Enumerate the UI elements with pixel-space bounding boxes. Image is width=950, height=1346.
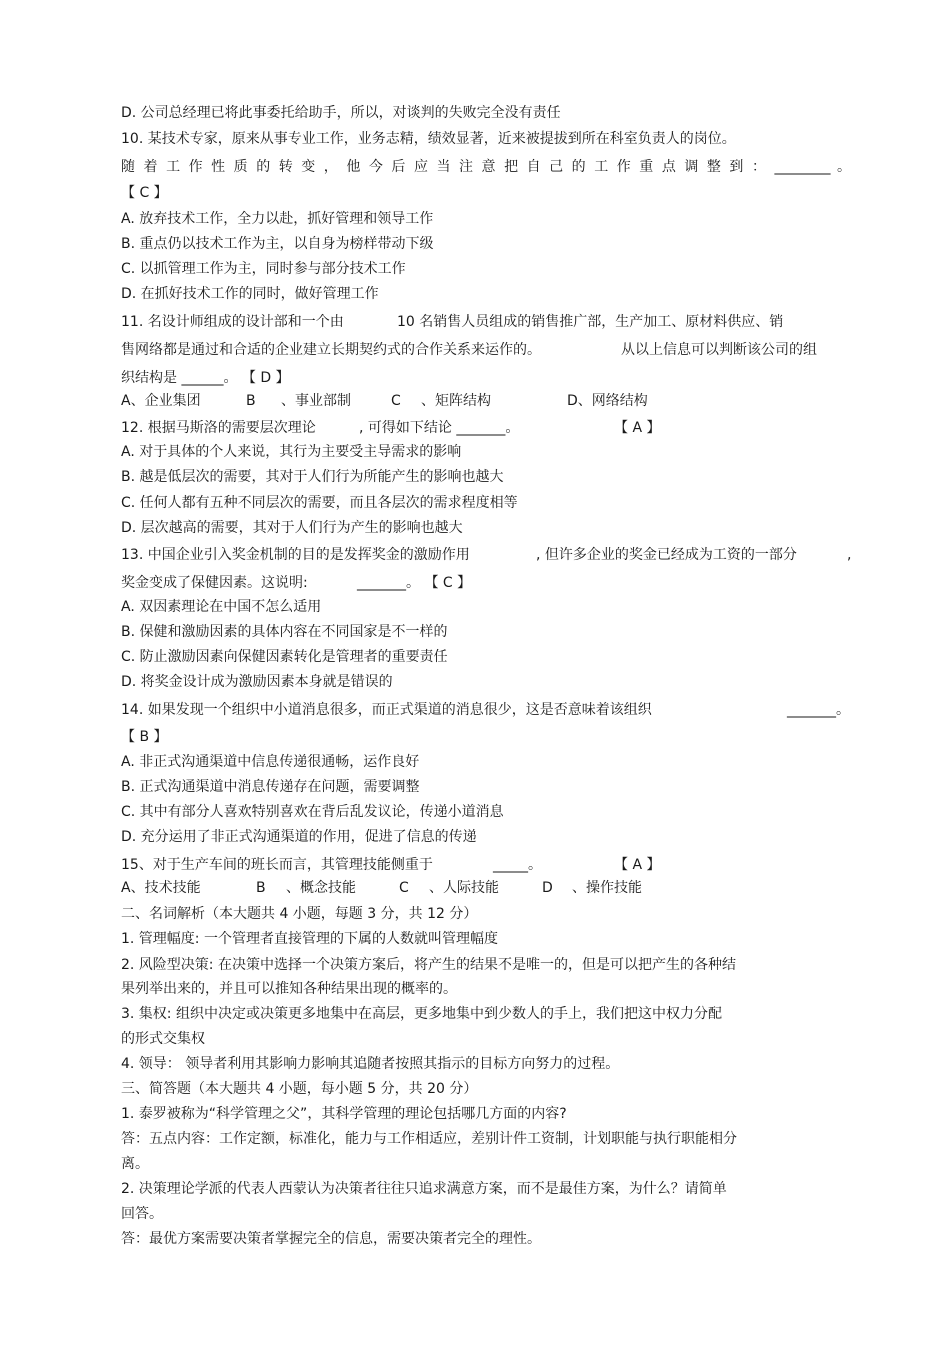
text-segment: D. 在抓好技术工作的同时，做好管理工作 (121, 286, 379, 302)
text-segment: 13. 中国企业引入奖金机制的目的是发挥奖金的激励作用 (121, 547, 470, 563)
text-segment: C. 以抓管理工作为主，同时参与部分技术工作 (121, 261, 406, 277)
text-segment: A、技术技能 (121, 880, 201, 896)
text-segment: 10. 某技术专家，原来从事专业工作，业务志精，绩效显著，近来被提拔到所在科室负责人的岗位。 (121, 131, 736, 147)
text-segment: A. 双因素理论在中国不怎么适用 (121, 599, 322, 615)
text-segment: 随 着 工 作 性 质 的 转 变 ， 他 今 后 应 当 注 意 把 自 己 的 工 作 重 点 调 整 到 ： ________ 。 (121, 159, 851, 175)
text-segment: _______。 【 C 】 (357, 575, 472, 591)
text-segment: A、企业集团 (121, 393, 201, 409)
text-segment: 三、简答题（本大题共 4 小题，每小题 5 分，共 20 分） (121, 1081, 478, 1097)
text-segment: 答：最优方案需要决策者掌握完全的信息，需要决策者完全的理性。 (121, 1231, 541, 1247)
text-segment: C (391, 393, 401, 409)
text-segment: 12. 根据马斯洛的需要层次理论 (121, 420, 316, 436)
text-segment: 从以上信息可以判断该公司的组 (621, 342, 817, 358)
text-segment: 售网络都是通过和合适的企业建立长期契约式的合作关系来运作的。 (121, 342, 541, 358)
text-segment: 【 A 】 (614, 857, 661, 873)
text-segment: C. 其中有部分人喜欢特别喜欢在背后乱发议论，传递小道消息 (121, 804, 504, 820)
text-segment: 11. 名设计师组成的设计部和一个由 (121, 314, 344, 330)
text-segment: B (246, 393, 256, 409)
text-segment: 2. 决策理论学派的代表人西蒙认为决策者往往只追求满意方案，而不是最佳方案，为什么？请简单 (121, 1181, 727, 1197)
text-segment: 、操作技能 (572, 880, 642, 896)
text-segment: 3. 集权: 组织中决定或决策更多地集中在高层，更多地集中到少数人的手上，我们把这中权力分配 (121, 1006, 722, 1022)
text-segment: 的形式交集权 (121, 1031, 205, 1047)
text-segment: A. 放弃技术工作，全力以赴，抓好管理和领导工作 (121, 211, 434, 227)
text-segment: D. 将奖金设计成为激励因素本身就是错误的 (121, 674, 393, 690)
text-segment: B. 正式沟通渠道中消息传递存在问题，需要调整 (121, 779, 420, 795)
text-segment: , (847, 547, 852, 563)
text-segment: A. 非正式沟通渠道中信息传递很通畅，运作良好 (121, 754, 420, 770)
text-segment: D、网络结构 (567, 393, 648, 409)
text-segment: 离。 (121, 1156, 149, 1172)
text-segment: 、事业部制 (281, 393, 351, 409)
text-segment: 、人际技能 (429, 880, 499, 896)
text-segment: 织结构是 ______。 【 D 】 (121, 370, 290, 386)
text-segment: D. 层次越高的需要，其对于人们行为产生的影响也越大 (121, 520, 463, 536)
text-segment: 二、名词解析（本大题共 4 小题，每题 3 分，共 12 分） (121, 906, 478, 922)
text-segment: 、概念技能 (286, 880, 356, 896)
text-segment: 【 C 】 (121, 185, 168, 201)
text-segment: 答：五点内容：工作定额，标准化，能力与工作相适应，差别计件工资制，计划职能与执行职能相分 (121, 1131, 737, 1147)
text-segment: 10 名销售人员组成的销售推广部，生产加工、原材料供应、销 (397, 314, 784, 330)
text-segment: 14. 如果发现一个组织中小道消息很多，而正式渠道的消息很少，这是否意味着该组织 (121, 702, 652, 718)
text-segment: 回答。 (121, 1206, 163, 1222)
text-segment: 【 A 】 (614, 420, 661, 436)
text-segment: C (399, 880, 409, 896)
text-segment: D. 充分运用了非正式沟通渠道的作用，促进了信息的传递 (121, 829, 477, 845)
text-segment: D (542, 880, 553, 896)
text-segment: C. 任何人都有五种不同层次的需要，而且各层次的需求程度相等 (121, 495, 518, 511)
text-segment: B (256, 880, 266, 896)
text-segment: B. 重点仍以技术工作为主，以自身为榜样带动下级 (121, 236, 434, 252)
text-segment: 、矩阵结构 (421, 393, 491, 409)
text-segment: 奖金变成了保健因素。这说明: (121, 575, 308, 591)
text-segment: A. 对于具体的个人来说，其行为主要受主导需求的影响 (121, 444, 462, 460)
text-segment: B. 保健和激励因素的具体内容在不同国家是不一样的 (121, 624, 448, 640)
text-segment: 1. 泰罗被称为“科学管理之父”，其科学管理的理论包括哪几方面的内容? (121, 1106, 567, 1122)
text-segment: 果列举出来的，并且可以推知各种结果出现的概率的。 (121, 981, 457, 997)
text-segment: 15、对于生产车间的班长而言，其管理技能侧重于 (121, 857, 433, 873)
text-segment: 1. 管理幅度: 一个管理者直接管理的下属的人数就叫管理幅度 (121, 931, 498, 947)
text-line (121, 158, 851, 176)
text-segment: 2. 风险型决策: 在决策中选择一个决策方案后，将产生的结果不是唯一的，但是可以把产生的各种结 (121, 957, 736, 973)
text-segment: _______。 (787, 702, 850, 718)
text-segment: 4. 领导： 领导者利用其影响力影响其追随者按照其指示的目标方向努力的过程。 (121, 1056, 620, 1072)
text-segment: D. 公司总经理已将此事委托给助手，所以，对谈判的失败完全没有责任 (121, 105, 561, 121)
text-segment: B. 越是低层次的需要，其对于人们行为所能产生的影响也越大 (121, 469, 504, 485)
text-segment: 【 B 】 (121, 729, 168, 745)
text-segment: , 但许多企业的奖金已经成为工资的一部分 (536, 547, 797, 563)
text-segment: , 可得如下结论 _______。 (359, 420, 520, 436)
text-segment: _____。 (493, 857, 542, 873)
text-segment: C. 防止激励因素向保健因素转化是管理者的重要责任 (121, 649, 448, 665)
